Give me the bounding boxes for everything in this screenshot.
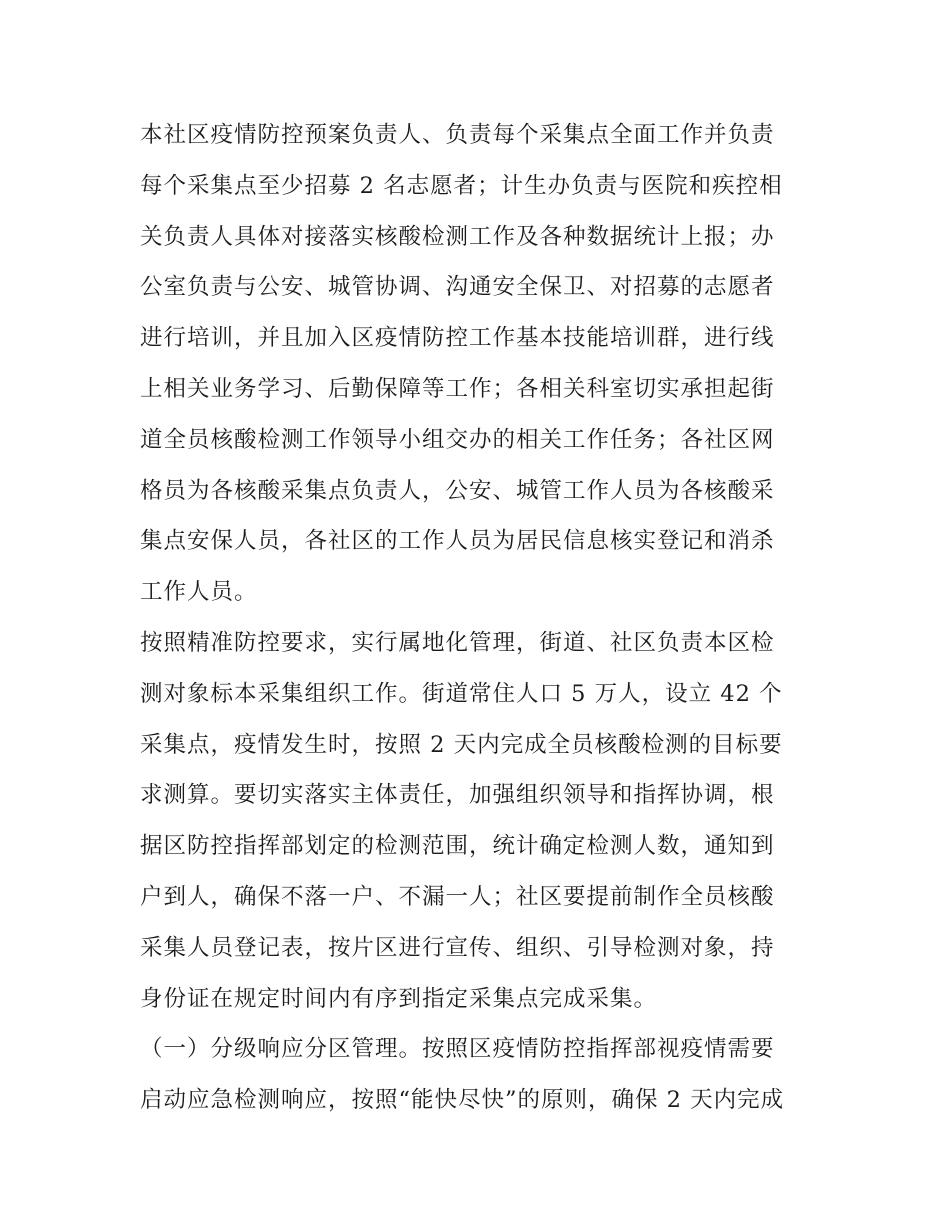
text-line: 公室负责与公安、城管协调、沟通安全保卫、对招募的志愿者	[140, 274, 775, 301]
text-line: 据区防控指挥部划定的检测范围，统计确定检测人数，通知到	[140, 833, 775, 860]
text-line: 道全员核酸检测工作领导小组交办的相关工作任务；各社区网	[140, 426, 775, 453]
text-line: 关负责人具体对接落实核酸检测工作及各种数据统计上报；办	[140, 223, 775, 250]
text-line: 集点安保人员，各社区的工作人员为居民信息核实登记和消杀	[140, 528, 775, 555]
text-line: 采集点，疫情发生时，按照 2 天内完成全员核酸检测的目标要	[140, 731, 783, 758]
text-line: 身份证在规定时间内有序到指定采集点完成采集。	[140, 985, 658, 1012]
text-line: 格员为各核酸采集点负责人，公安、城管工作人员为各核酸采	[140, 477, 775, 504]
text-line: （一）分级响应分区管理。按照区疫情防控指挥部视疫情需要	[140, 1036, 775, 1063]
text-line: 进行培训，并且加入区疫情防控工作基本技能培训群，进行线	[140, 325, 775, 352]
document-body	[140, 110, 820, 1126]
text-line: 工作人员。	[140, 579, 258, 606]
text-line: 本社区疫情防控预案负责人、负责每个采集点全面工作并负责	[140, 122, 775, 148]
text-line: 求测算。要切实落实主体责任，加强组织领导和指挥协调，根	[140, 782, 775, 809]
text-line: 测对象标本采集组织工作。街道常住人口 5 万人，设立 42 个	[140, 680, 783, 707]
text-line: 按照精准防控要求，实行属地化管理，街道、社区负责本区检	[140, 629, 775, 656]
text-line: 每个采集点至少招募 2 名志愿者；计生办负责与医院和疾控相	[140, 172, 783, 199]
text-line: 上相关业务学习、后勤保障等工作；各相关科室切实承担起街	[140, 375, 775, 402]
text-line: 启动应急检测响应，按照“能快尽快”的原则，确保 2 天内完成	[140, 1087, 785, 1114]
text-line: 采集人员登记表，按片区进行宣传、组织、引导检测对象，持	[140, 934, 775, 961]
text-line: 户到人，确保不落一户、不漏一人；社区要提前制作全员核酸	[140, 883, 775, 910]
